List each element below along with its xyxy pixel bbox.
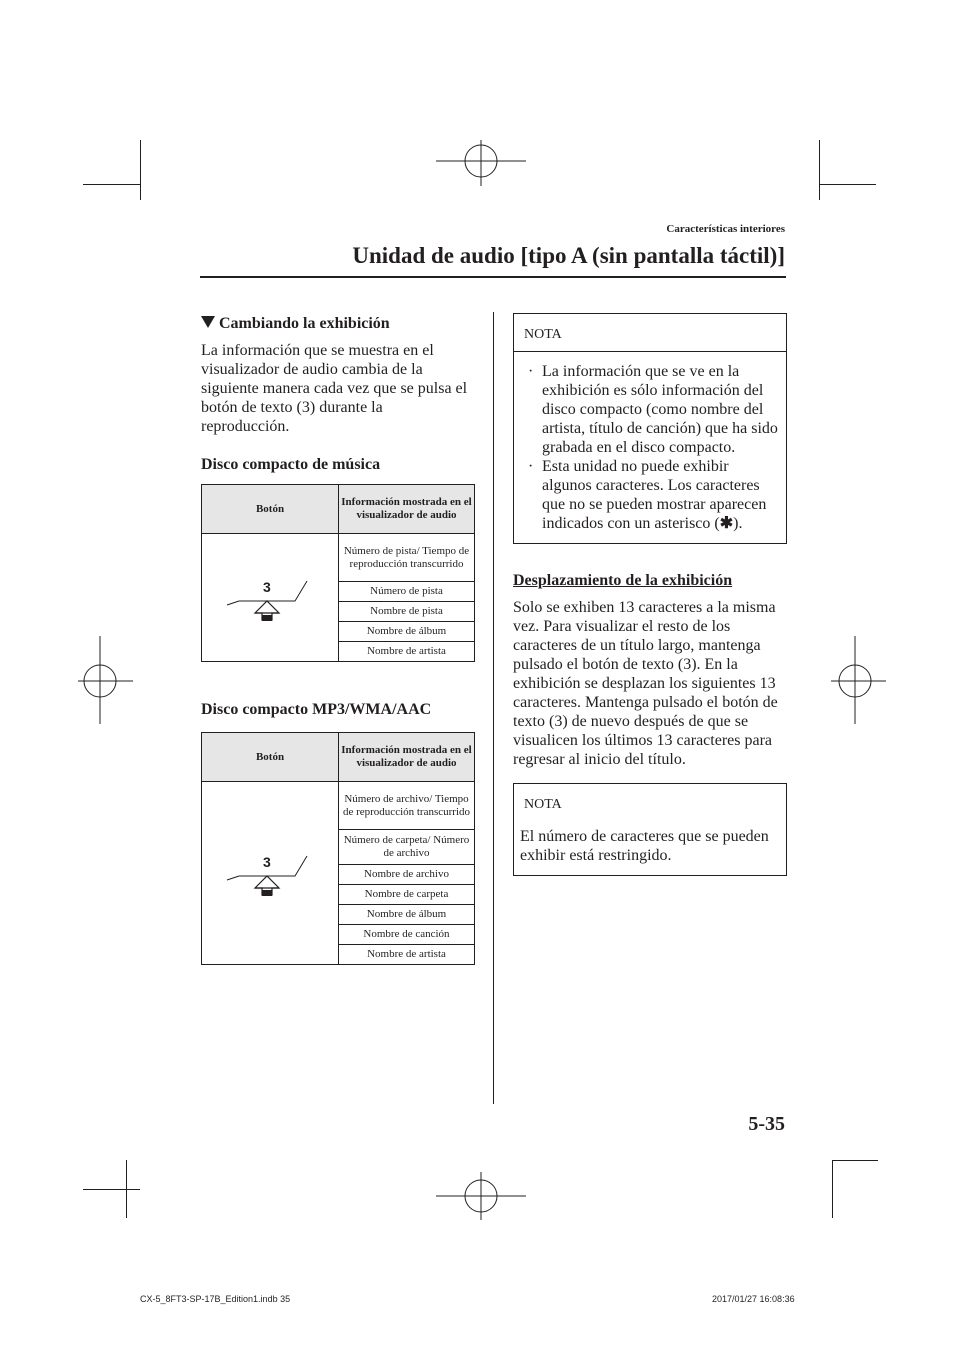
info-row: Nombre de canción bbox=[339, 925, 475, 945]
info-row: Número de carpeta/ Número de archivo bbox=[339, 830, 475, 865]
page-title: Unidad de audio [tipo A (sin pantalla táctil)] bbox=[352, 243, 785, 268]
note-box bbox=[513, 313, 787, 544]
info-row: Nombre de carpeta bbox=[339, 885, 475, 905]
info-row: Número de pista bbox=[339, 582, 475, 602]
title-rule bbox=[200, 276, 786, 278]
registration-target-right bbox=[826, 636, 886, 726]
footer-timestamp: 2017/01/27 16:08:36 bbox=[712, 1294, 795, 1304]
note-item: · La información que se ve en la exhibición es sólo información del disco compacto (como nombre del artista, título de canción) que ha sido grabada en el disco compacto. bbox=[528, 363, 778, 456]
info-row: Nombre de artista bbox=[339, 642, 475, 662]
asterisk-icon: ✱ bbox=[719, 515, 734, 532]
intro-paragraph: La información que se muestra en el visualizador de audio cambia de la siguiente manera cada vez que se pulsa el botón de texto (3) durante la reproducción. bbox=[201, 342, 468, 435]
column-divider bbox=[493, 312, 494, 1104]
note-item: · Esta unidad no puede exhibir algunos caracteres. Los caracteres que no se pueden mostrar aparecen indicados con un asterisco (✱). bbox=[528, 458, 767, 532]
section-heading: Cambiando la exhibición bbox=[201, 314, 475, 333]
scroll-paragraph: Solo se exhiben 13 caracteres a la misma vez. Para visualizar el resto de los caracteres de un título largo, mantenga pulsado el botón de texto (3). En la exhibición se desplazan los siguientes 13 caracteres. Mantenga pulsado el botón de texto (3) de nuevo después de que se visualicen los últimos 13 caracteres para regresar al inicio del título. bbox=[513, 599, 778, 768]
mp3-cd-table bbox=[201, 732, 475, 965]
note-text: El número de caracteres que se pueden exhibir está restringido. bbox=[520, 828, 769, 864]
page-number: 5-35 bbox=[748, 1113, 785, 1135]
col-header-button: Botón bbox=[202, 733, 339, 782]
info-row: Nombre de archivo bbox=[339, 865, 475, 885]
registration-target-top bbox=[436, 140, 526, 190]
info-row: Número de archivo/ Tiempo de reproducción transcurrido bbox=[339, 782, 475, 830]
button-illustration-cell bbox=[202, 534, 339, 662]
note-label: NOTA bbox=[514, 314, 786, 352]
note-list bbox=[514, 352, 786, 543]
info-row: Nombre de pista bbox=[339, 602, 475, 622]
right-column bbox=[513, 313, 786, 876]
registration-target-bottom bbox=[436, 1172, 526, 1222]
music-cd-table bbox=[201, 484, 475, 662]
registration-target-left bbox=[78, 636, 138, 726]
text-button-3-icon: 3 bbox=[225, 573, 315, 623]
footer-filename: CX-5_8FT3-SP-17B_Edition1.indb 35 bbox=[140, 1294, 291, 1304]
col-header-info: Información mostrada en el visualizador de audio bbox=[339, 485, 475, 534]
col-header-info: Información mostrada en el visualizador de audio bbox=[339, 733, 475, 782]
text-button-3-icon: 3 bbox=[225, 848, 315, 898]
scroll-heading: Desplazamiento de la exhibición bbox=[513, 572, 733, 589]
table2-title: Disco compacto MP3/WMA/AAC bbox=[201, 701, 432, 718]
table1-title: Disco compacto de música bbox=[201, 456, 381, 473]
left-column bbox=[201, 314, 475, 965]
triangle-bullet-icon bbox=[201, 316, 215, 328]
col-header-button: Botón bbox=[202, 485, 339, 534]
note-box bbox=[513, 783, 787, 876]
info-row: Nombre de álbum bbox=[339, 622, 475, 642]
info-row: Nombre de álbum bbox=[339, 905, 475, 925]
button-illustration-cell bbox=[202, 782, 339, 965]
note-label: NOTA bbox=[524, 797, 562, 812]
info-row: Nombre de artista bbox=[339, 945, 475, 965]
info-row: Número de pista/ Tiempo de reproducción transcurrido bbox=[339, 534, 475, 582]
section-label: Características interiores bbox=[666, 223, 785, 235]
